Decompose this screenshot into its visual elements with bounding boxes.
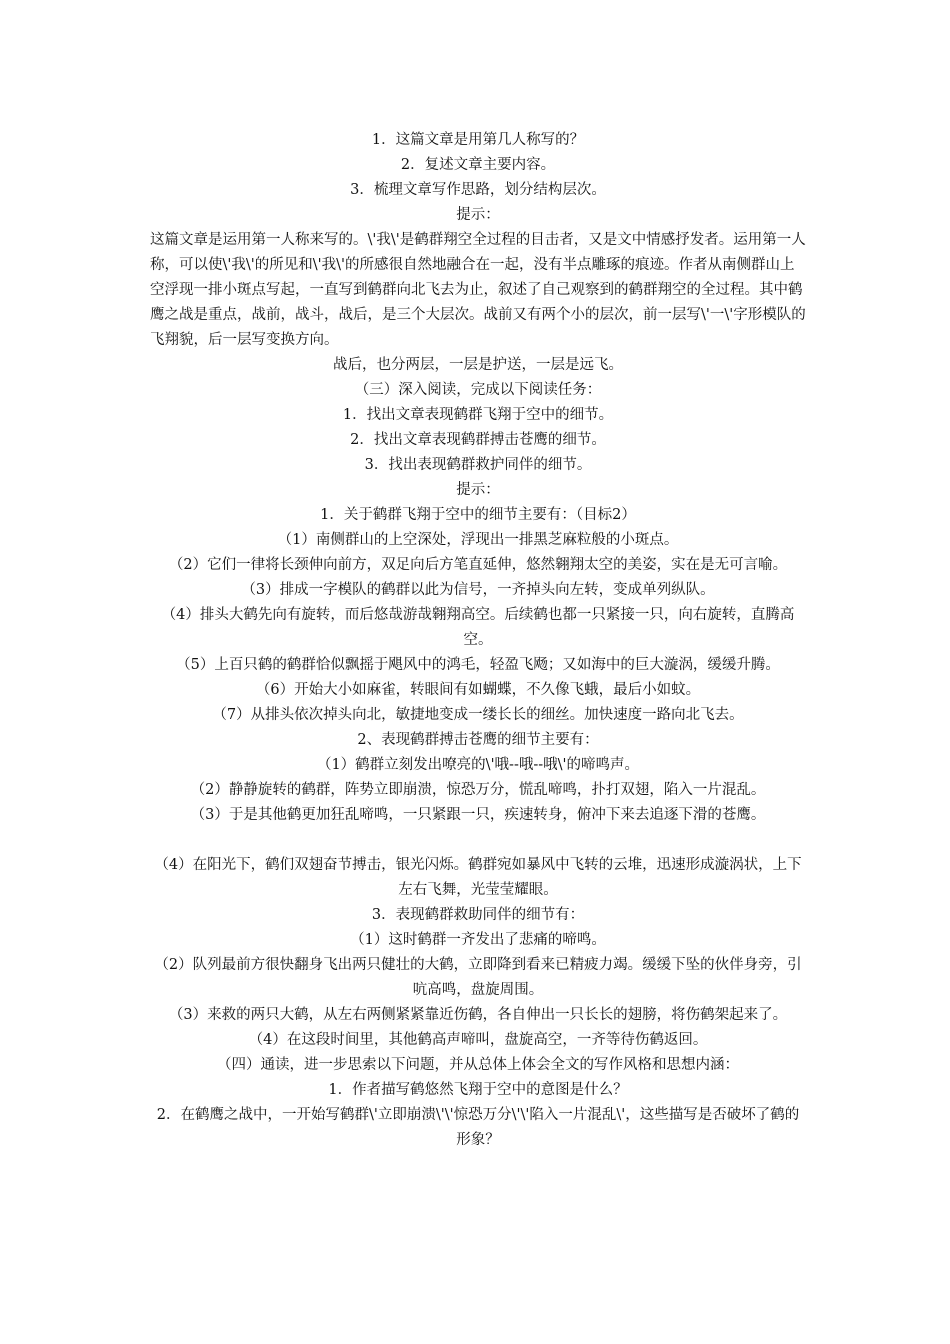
detail-heading-2: 2、表现鹤群搏击苍鹰的细节主要有：: [357, 732, 599, 748]
detail-heading-1: 1．关于鹤群飞翔于空中的细节主要有：（目标2）: [320, 507, 636, 523]
question-3: 3．梳理文章写作思路，划分结构层次。: [350, 182, 606, 198]
hint-paragraph: 这篇文章是运用第一人称来写的。\'我\'是鹤群翔空全过程的目击者，又是文中情感抒发者。运用第一人称，可以使\'我\'的所见和\'我\'的所感很自然地融合在一起，没有半点雕琢的痕迹。作者从南侧群山上空浮现一排小斑点写起，一直写到鹤群向北飞去为止，叙述了自己观察到的鹤群翔空的全过程。其中鹤鹰之战是重点，战前，战斗，战后，是三个大层次。战前又有两个小的层次，前一层写\'一\'字形模队的飞翔貌，后一层写变换方向。: [150, 232, 806, 348]
task-1: 1．找出文章表现鹤群飞翔于空中的细节。: [342, 407, 614, 423]
question-2: 2．复述文章主要内容。: [400, 157, 556, 173]
blank-line: [150, 828, 806, 853]
detail-1-3: （3）排成一字模队的鹤群以此为信号，一齐掉头向左转，变成单列纵队。: [241, 582, 715, 598]
detail-3-2: （2）队列最前方很快翻身飞出两只健壮的大鹤，立即降到看来已精疲力竭。缓缓下坠的伙伴身旁，引吭高鸣，盘旋周围。: [154, 957, 802, 998]
detail-1-6: （6）开始大小如麻雀，转眼间有如蝴蝶，不久像飞蛾，最后小如蚊。: [255, 682, 701, 698]
section-4-heading: （四）通读，进一步思索以下问题，并从总体上体会全文的写作风格和思想内涵：: [217, 1057, 739, 1073]
section-3-heading: （三）深入阅读，完成以下阅读任务：: [354, 382, 602, 398]
document-body: [150, 128, 806, 1153]
question-1: 1．这篇文章是用第几人称写的？: [371, 132, 585, 148]
detail-1-7: （7）从排头依次掉头向北，敏捷地变成一缕长长的细丝。加快速度一路向北飞去。: [212, 707, 744, 723]
detail-2-4: （4）在阳光下，鹤们双翅奋节搏击，银光闪烁。鹤群宛如暴风中飞转的云堆，迅速形成漩涡状，上下左右飞舞，光莹莹耀眼。: [154, 857, 802, 898]
detail-3-1: （1）这时鹤群一齐发出了悲痛的啼鸣。: [350, 932, 606, 948]
hint-paragraph-end: 战后，也分两层，一层是护送，一层是远飞。: [333, 357, 623, 373]
detail-2-2: （2）静静旋转的鹤群，阵势立即崩溃，惊恐万分，慌乱啼鸣，扑打双翅，陷入一片混乱。: [190, 782, 766, 798]
detail-1-5: （5）上百只鹤的鹤群恰似飘摇于飓风中的鸿毛，轻盈飞飏；又如海中的巨大漩涡，缓缓升腾。: [176, 657, 780, 673]
detail-3-4: （4）在这段时间里，其他鹤高声啼叫，盘旋高空，一齐等待伤鹤返回。: [248, 1032, 708, 1048]
detail-1-2: （2）它们一律将长颈伸向前方，双足向后方笔直延伸，悠然翱翔太空的美姿，实在是无可言喻。: [168, 557, 788, 573]
final-question-2: 2．在鹤鹰之战中，一开始写鹤群\'立即崩溃\'\'惊恐万分\'\'陷入一片混乱\'，这些描写是否破坏了鹤的形象？: [156, 1107, 800, 1148]
detail-2-3: （3）于是其他鹤更加狂乱啼鸣，一只紧跟一只，疾速转身，俯冲下来去追逐下滑的苍鹰。: [190, 807, 766, 823]
final-question-1: 1．作者描写鹤悠然飞翔于空中的意图是什么？: [328, 1082, 628, 1098]
detail-3-3: （3）来救的两只大鹤，从左右两侧紧紧靠近伤鹤，各自伸出一只长长的翅膀，将伤鹤架起来了。: [168, 1007, 788, 1023]
detail-2-1: （1）鹤群立刻发出嘹亮的\'哦--哦--哦\'的啼鸣声。: [316, 757, 640, 773]
hint-label: 提示：: [456, 207, 500, 223]
task-3: 3．找出表现鹤群救护同伴的细节。: [364, 457, 592, 473]
hint-label-2: 提示：: [456, 482, 500, 498]
task-2: 2．找出文章表现鹤群搏击苍鹰的细节。: [350, 432, 606, 448]
detail-1-1: （1）南侧群山的上空深处，浮现出一排黑芝麻粒般的小斑点。: [277, 532, 679, 548]
detail-heading-3: 3．表现鹤群救助同伴的细节有：: [371, 907, 585, 923]
detail-1-4: （4）排头大鹤先向有旋转，而后悠哉游哉翱翔高空。后续鹤也都一只紧接一只，向右旋转，直腾高空。: [161, 607, 795, 648]
